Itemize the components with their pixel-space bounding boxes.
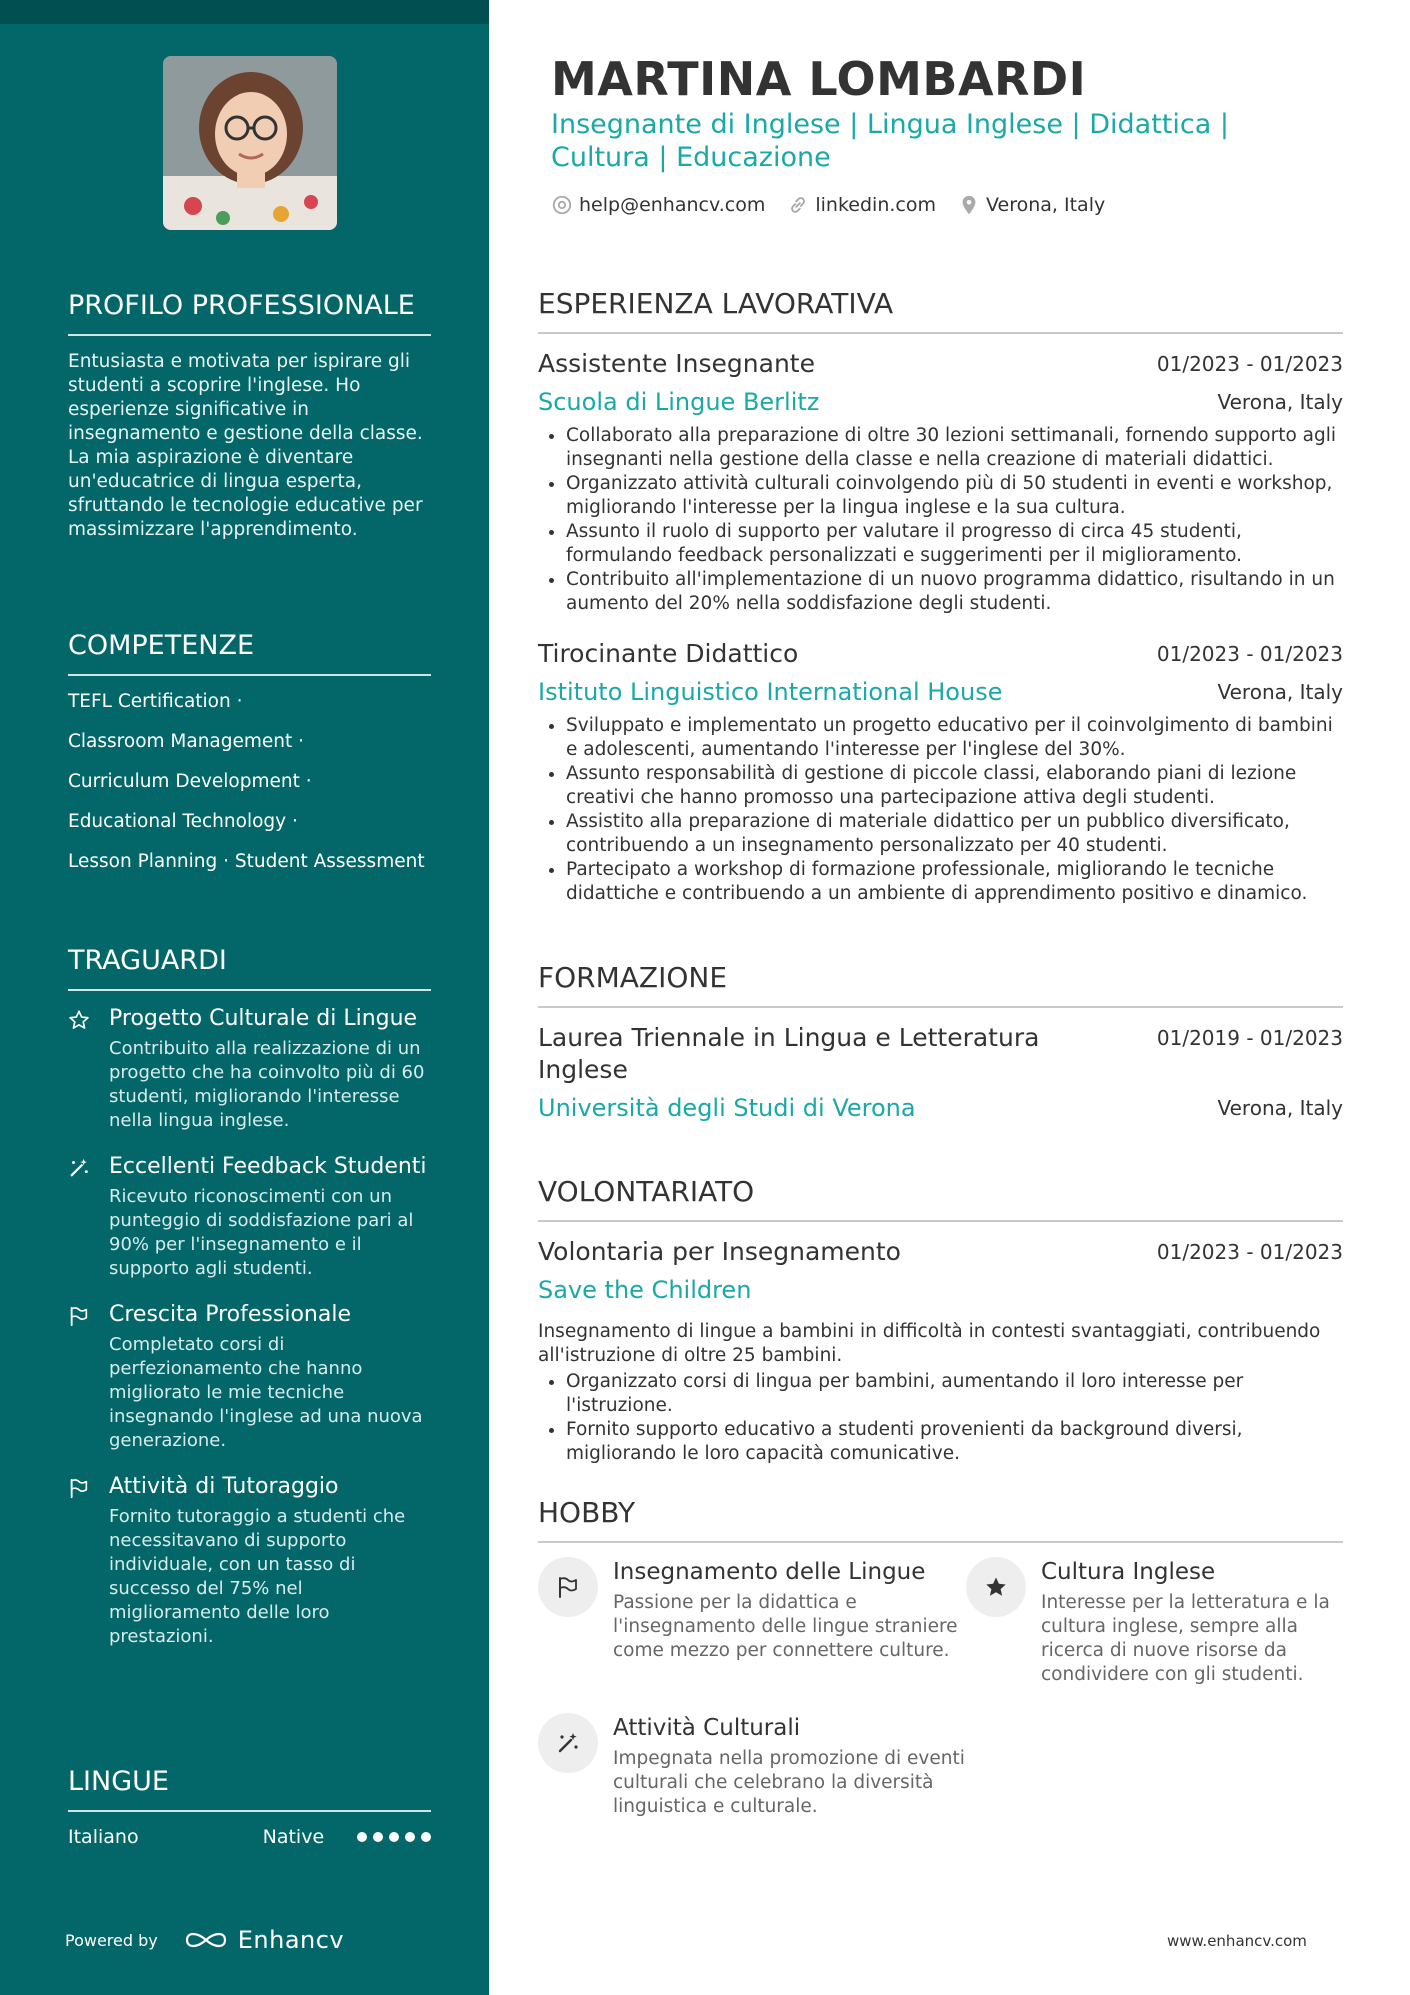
website-link[interactable]: www.enhancv.com: [1167, 1932, 1307, 1950]
volunteer-bullets: [538, 1370, 1343, 1466]
volunteer-bullet: • Fornito supporto educativo a studenti provenienti da background diversi, migliorando le loro capacità comunicative.: [566, 1418, 1343, 1466]
volunteer-description: Insegnamento di lingue a bambini in difficoltà in contesti svantaggiati, contribuendo all'istruzione di oltre 25 bambini.: [538, 1321, 1321, 1366]
education-school: Università degli Studi di Verona: [538, 1094, 916, 1122]
candidate-name: MARTINA LOMBARDI: [551, 52, 1087, 106]
achievement-item: [68, 1153, 431, 1281]
languages-title: LINGUE: [68, 1764, 431, 1812]
contact-linkedin[interactable]: [787, 194, 936, 216]
language-proficiency-dots: [357, 1832, 431, 1842]
proficiency-dot: [373, 1832, 383, 1842]
job-bullet: • Assistito alla preparazione di materiale didattico per un pubblico diversificato, contribuendo a un insegnamento personalizzato per 40 studenti.: [566, 810, 1343, 858]
job-bullets: [538, 714, 1343, 906]
at-icon: [551, 194, 573, 216]
job-bullet: • Assunto responsabilità di gestione di piccole classi, elaborando piani di lezione creativi che hanno promosso una partecipazione attiva degli studenti.: [566, 762, 1343, 810]
hobby-icon-circle: [538, 1557, 598, 1617]
skills-title: COMPETENZE: [68, 628, 431, 676]
achievement-title: Crescita Professionale: [109, 1302, 351, 1327]
hobbies-grid: [538, 1557, 1343, 1819]
skill-item: Classroom Management ·: [68, 731, 305, 752]
job-location: Verona, Italy: [1217, 680, 1343, 704]
achievements-section: [68, 943, 431, 1669]
powered-by: [65, 1926, 344, 1954]
hobby-item: [538, 1713, 966, 1819]
language-row: [68, 1826, 431, 1848]
skills-section: [68, 628, 431, 890]
flag-icon: [68, 1305, 90, 1327]
profile-section: [68, 288, 431, 542]
hobby-title: Attività Culturali: [613, 1715, 801, 1741]
job-bullet: • Partecipato a workshop di formazione professionale, migliorando le tecniche didattiche e contribuendo a un ambiente di apprendimento positivo e dinamico.: [566, 858, 1343, 906]
education-dates: 01/2019 - 01/2023: [1156, 1026, 1343, 1050]
hobby-desc: Impegnata nella promozione di eventi culturali che celebrano la diversità linguistica e culturale.: [613, 1748, 965, 1817]
link-icon: [787, 194, 809, 216]
experience-section: [538, 286, 1343, 928]
hobby-desc: Passione per la didattica e l'insegnamento delle lingue straniere come mezzo per connettere culture.: [613, 1592, 958, 1661]
wand-icon: [556, 1731, 580, 1755]
achievement-title: Eccellenti Feedback Studenti: [109, 1154, 427, 1179]
experience-entry: [538, 638, 1343, 906]
job-company: Istituto Linguistico International House: [538, 678, 1003, 706]
achievement-desc: Completato corsi di perfezionamento che hanno migliorato le mie tecniche insegnando l'inglese ad una nuova generazione.: [109, 1334, 423, 1451]
achievement-title: Attività di Tutoraggio: [109, 1474, 339, 1499]
proficiency-dot: [389, 1832, 399, 1842]
flag-icon: [556, 1575, 580, 1599]
education-location: Verona, Italy: [1217, 1096, 1343, 1120]
achievement-title: Progetto Culturale di Lingue: [109, 1006, 418, 1031]
job-dates: 01/2023 - 01/2023: [1156, 352, 1343, 376]
enhancv-logo[interactable]: [184, 1926, 344, 1954]
degree-title: Laurea Triennale in Lingua e Letteratura Inglese: [538, 1023, 1040, 1084]
enhancv-brand-name: Enhancv: [237, 1926, 345, 1954]
location-pin-icon: [958, 194, 980, 216]
hobbies-section: [538, 1495, 1343, 1819]
hobby-item: [966, 1557, 1343, 1687]
sidebar-top-band: [0, 0, 489, 24]
achievement-item: [68, 1301, 431, 1453]
experience-title: ESPERIENZA LAVORATIVA: [538, 286, 1343, 334]
volunteer-bullet: • Organizzato corsi di lingua per bambini, aumentando il loro interesse per l'istruzione.: [566, 1370, 1343, 1418]
star-icon: [984, 1575, 1008, 1599]
skill-item: Lesson Planning · Student Assessment: [68, 851, 425, 872]
linkedin-text: linkedin.com: [815, 194, 936, 216]
job-bullet: • Sviluppato e implementato un progetto educativo per il coinvolgimento di bambini e adolescenti, aumentando l'interesse per l'inglese del 30%.: [566, 714, 1343, 762]
enhancv-logo-icon: [184, 1929, 228, 1951]
flag-icon: [68, 1477, 90, 1499]
job-title: Assistente Insegnante: [538, 349, 815, 378]
hobby-title: Insegnamento delle Lingue: [613, 1559, 926, 1585]
achievement-item: [68, 1005, 431, 1133]
contact-bar: [551, 194, 1127, 216]
volunteer-org: Save the Children: [538, 1276, 752, 1304]
volunteering-entry: [538, 1236, 1343, 1466]
skill-item: Educational Technology ·: [68, 811, 298, 832]
volunteering-section: [538, 1174, 1343, 1488]
job-bullet: • Contribuito all'implementazione di un nuovo programma didattico, risultando in un aumento del 20% nella soddisfazione degli studenti.: [566, 568, 1343, 616]
achievement-desc: Fornito tutoraggio a studenti che necessitavano di supporto individuale, con un tasso di successo del 75% nel miglioramento delle loro prestazioni.: [109, 1506, 406, 1647]
star-icon: [68, 1009, 90, 1031]
hobbies-title: HOBBY: [538, 1495, 1343, 1543]
profile-title: PROFILO PROFESSIONALE: [68, 288, 431, 336]
job-bullets: [538, 424, 1343, 616]
education-section: [538, 960, 1343, 1146]
achievement-item: [68, 1473, 431, 1649]
job-location: Verona, Italy: [1217, 390, 1343, 414]
skill-item: TEFL Certification ·: [68, 691, 243, 712]
languages-section: [68, 1764, 431, 1848]
language-level: Native: [262, 1826, 325, 1848]
email-text: help@enhancv.com: [579, 194, 766, 216]
profile-summary: Entusiasta e motivata per ispirare gli studenti a scoprire l'inglese. Ho esperienze significative in insegnamento e gestione della classe. La mia aspirazione è diventare un'educatrice di lingua esperta, sfruttando le tecnologie educative per massimizzare l'apprendimento.: [68, 351, 423, 540]
hobby-icon-circle: [538, 1713, 598, 1773]
profile-photo: [163, 56, 337, 230]
powered-by-label: Powered by: [65, 1930, 158, 1950]
volunteer-dates: 01/2023 - 01/2023: [1156, 1240, 1343, 1264]
proficiency-dot: [421, 1832, 431, 1842]
job-bullet: • Assunto il ruolo di supporto per valutare il progresso di circa 45 studenti, formulando feedback personalizzati e suggerimenti per il miglioramento.: [566, 520, 1343, 568]
achievement-desc: Ricevuto riconoscimenti con un punteggio di soddisfazione pari al 90% per l'insegnamento e il supporto agli studenti.: [109, 1186, 414, 1279]
skill-item: Curriculum Development ·: [68, 771, 312, 792]
job-bullet: • Organizzato attività culturali coinvolgendo più di 50 studenti in eventi e workshop, migliorando l'interesse per la lingua inglese e la sua cultura.: [566, 472, 1343, 520]
sidebar: [0, 0, 489, 1995]
job-company: Scuola di Lingue Berlitz: [538, 388, 820, 416]
proficiency-dot: [357, 1832, 367, 1842]
language-name: Italiano: [68, 1826, 139, 1848]
contact-location: [958, 194, 1105, 216]
education-entry: [538, 1022, 1343, 1124]
job-title: Tirocinante Didattico: [538, 639, 799, 668]
location-text: Verona, Italy: [986, 194, 1106, 216]
hobby-title: Cultura Inglese: [1041, 1559, 1216, 1585]
education-title: FORMAZIONE: [538, 960, 1343, 1008]
hobby-icon-circle: [966, 1557, 1026, 1617]
proficiency-dot: [405, 1832, 415, 1842]
wand-icon: [68, 1157, 90, 1179]
candidate-headline: Insegnante di Inglese | Lingua Inglese | Didattica | Cultura | Educazione: [551, 109, 1229, 173]
achievement-desc: Contribuito alla realizzazione di un progetto che ha coinvolto più di 60 studenti, migliorando l'interesse nella lingua inglese.: [109, 1038, 425, 1131]
experience-entry: [538, 348, 1343, 616]
job-dates: 01/2023 - 01/2023: [1156, 642, 1343, 666]
volunteer-role: Volontaria per Insegnamento: [538, 1237, 901, 1266]
volunteering-title: VOLONTARIATO: [538, 1174, 1343, 1222]
contact-email[interactable]: [551, 194, 765, 216]
hobby-desc: Interesse per la letteratura e la cultura inglese, sempre alla ricerca di nuove risorse da condividere con gli studenti.: [1041, 1592, 1330, 1685]
job-bullet: • Collaborato alla preparazione di oltre 30 lezioni settimanali, fornendo supporto agli insegnanti nella gestione della classe e nella creazione di materiali didattici.: [566, 424, 1343, 472]
achievements-title: TRAGUARDI: [68, 943, 431, 991]
hobby-item: [538, 1557, 966, 1687]
